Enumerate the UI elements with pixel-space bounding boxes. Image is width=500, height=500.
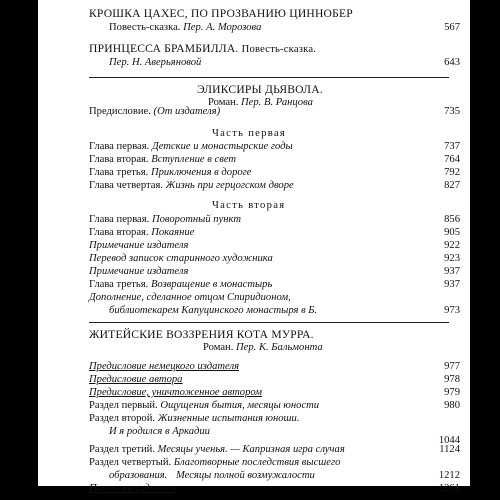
section-row [89, 456, 340, 469]
preface-entry [89, 105, 220, 118]
page-number: 923 [444, 253, 460, 264]
work-title-brambilla [89, 42, 316, 56]
addendum-line-2: библиотекарем Капуцинского монастыря в Б. [109, 305, 318, 316]
page-number: 937 [444, 279, 460, 290]
left-dark-border [0, 0, 38, 500]
murr-preface-row: Предисловие немецкого издателя [89, 361, 239, 372]
note-row: Примечание издателя [89, 240, 189, 251]
page-number: 737 [444, 141, 460, 152]
work-title-kroshka: КРОШКА ЦАХЕС, ПО ПРОЗВАНИЮ ЦИННОБЕР [89, 7, 353, 20]
page-number: 792 [444, 167, 460, 178]
chapter-row [89, 226, 194, 239]
page-number: 764 [444, 154, 460, 165]
page-number: 1124 [439, 444, 460, 455]
section-rule [89, 322, 449, 323]
translator-text: Пер. К. Бальмонта [236, 342, 323, 353]
chapter-row [89, 166, 252, 179]
chapter-title: Детские и монастырские годы [151, 141, 293, 152]
part-heading: Часть первая [212, 128, 287, 139]
contents-page [38, 0, 470, 494]
chapter-title: Приключения в дороге [150, 167, 252, 178]
section-rule [89, 77, 449, 78]
chapter-label: Глава третья. [89, 167, 149, 178]
chapter-row [89, 140, 293, 153]
page-number: 977 [444, 361, 460, 372]
page-number: 1261 [438, 483, 460, 494]
work-title-elixirs: ЭЛИКСИРЫ ДЬЯВОЛА. [197, 83, 323, 96]
section-label: Раздел третий. [89, 444, 155, 455]
chapter-row [89, 179, 294, 192]
chapter-row [89, 213, 241, 226]
page-number: 856 [444, 214, 460, 225]
chapter-label: Глава четвертая. [89, 180, 163, 191]
section-row [89, 412, 299, 425]
work-genre-elixirs [208, 96, 313, 109]
note-row: Примечание издателя [89, 266, 189, 277]
page-number: 922 [444, 240, 460, 251]
chapter-label: Глава первая. [89, 141, 150, 152]
murr-preface-row: Предисловие автора [89, 374, 183, 385]
page-number: 905 [444, 227, 460, 238]
chapter-title: Вступление в свет [151, 154, 237, 165]
section-row [89, 399, 319, 412]
chapter-label: Глава первая. [89, 214, 150, 225]
translator-text: Пер. А. Морозова [183, 22, 262, 33]
chapter-label: Глава третья. [89, 279, 149, 290]
section-title: Месяцы ученья. — Капризная игра случая [157, 444, 345, 455]
addendum-line-1: Дополнение, сделанное отцом Спиридионом, [89, 292, 291, 303]
section-label: Раздел второй. [89, 413, 156, 424]
section-title: Ощущения бытия, месяцы юности [160, 400, 320, 411]
page-number: 567 [444, 22, 460, 33]
page-number: 827 [444, 180, 460, 191]
translator-text: Пер. В. Ранцова [241, 97, 313, 108]
page-number: 1212 [438, 470, 460, 481]
work-genre-kroshka [109, 21, 261, 34]
chapter-title: Поворотный пункт [151, 214, 241, 225]
section-title: Жизненные испытания юноши. [157, 413, 300, 424]
chapter-row [89, 278, 272, 291]
page-number: 1044 [438, 435, 460, 446]
chapter-title: Возвращение в монастырь [150, 279, 273, 290]
section-row [89, 443, 345, 456]
preface-label: Предисловие. [89, 106, 151, 117]
genre-text: Повесть-сказка. [109, 22, 181, 33]
chapter-label: Глава вторая. [89, 154, 149, 165]
title-text: ПРИНЦЕССА БРАМБИЛЛА. [89, 42, 239, 55]
page-number: 979 [444, 387, 460, 398]
section-label: Раздел четвертый. [89, 457, 172, 468]
section-label: Раздел первый. [89, 400, 158, 411]
genre-text: Роман. [203, 342, 234, 353]
chapter-row [89, 153, 236, 166]
genre-text: Роман. [208, 97, 239, 108]
section-title: Благотворные последствия высшего [173, 457, 341, 468]
part-heading: Часть вторая [212, 200, 286, 211]
section-title-part: образования. [109, 470, 168, 481]
preface-note: (От издателя) [153, 106, 221, 117]
section-title-continued: И я родился в Аркадии [109, 426, 210, 437]
section-title-part: Месяцы полной возмужалости [175, 470, 315, 481]
work-genre-murr [203, 341, 323, 354]
page-number: 978 [444, 374, 460, 385]
translator-brambilla: Пер. Н. Аверьяновой [109, 57, 202, 68]
page-number: 937 [444, 266, 460, 277]
page-number: 735 [444, 106, 460, 117]
postscript-row: Приписка издателя [89, 483, 177, 494]
right-dark-border [470, 0, 500, 500]
page-number: 643 [444, 57, 460, 68]
work-title-murr: ЖИТЕЙСКИЕ ВОЗЗРЕНИЯ КОТА МУРРА. [89, 328, 314, 341]
page-number: 980 [444, 400, 460, 411]
murr-preface-row: Предисловие, уничтоженное автором [89, 387, 263, 398]
genre-text: Повесть-сказка. [241, 44, 317, 55]
chapter-label: Глава вторая. [89, 227, 149, 238]
note-row: Перевод записок старинного художника [89, 253, 273, 264]
chapter-title: Покаяние [151, 227, 195, 238]
section-title-continued [109, 469, 315, 482]
page-number: 973 [444, 305, 460, 316]
chapter-title: Жизнь при герцогском дворе [165, 180, 294, 191]
